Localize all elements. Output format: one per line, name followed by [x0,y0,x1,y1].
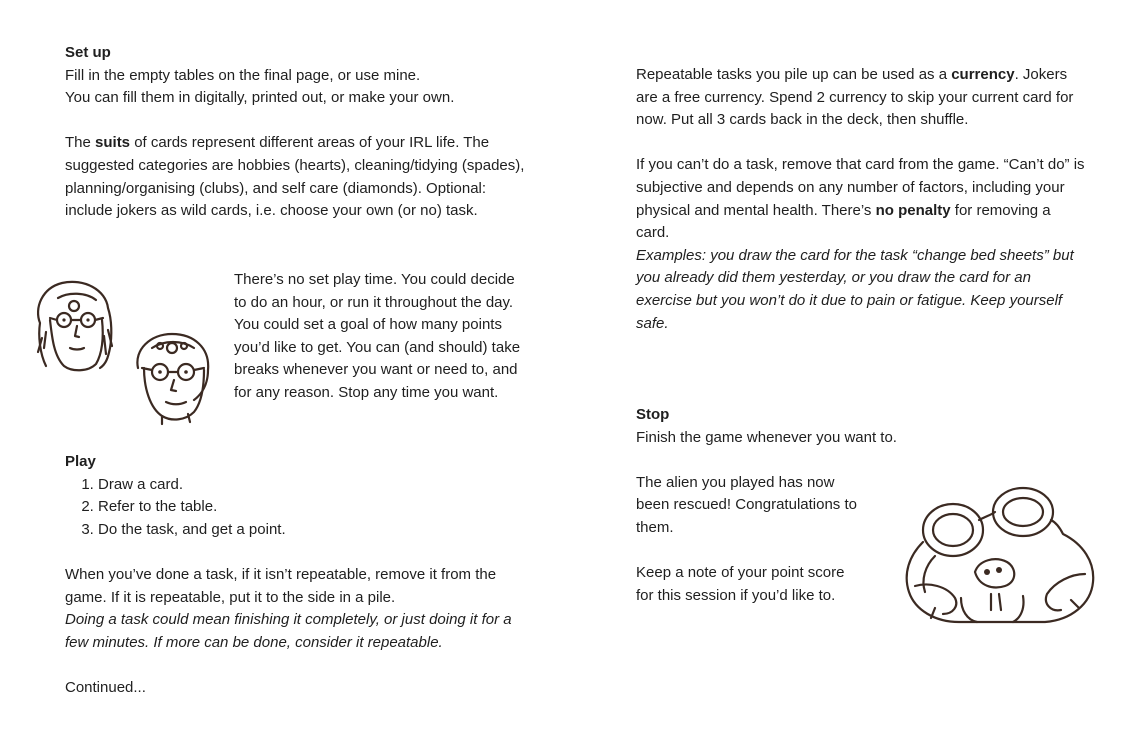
suits-word: suits [95,134,131,152]
continued-text: Continued... [65,678,146,696]
right-column [636,64,1086,604]
suits-paragraph [65,132,525,222]
play-steps [65,474,525,542]
examples-paragraph [636,245,1086,335]
setup-heading: Set up [65,44,111,61]
play-step: 3. Do the task, and get a point. [98,519,525,542]
play-time-paragraph: There’s no set play time. You could decide to do an hour, or run it throughout the day. You could set a goal of how many points you’d like to get. You can (and should) take breaks whenever you want or need to, and for any reason. Stop any time you want. [234,271,521,401]
done-italic [65,609,525,654]
examples-text: Examples: you draw the card for the task “change bed sheets” but you already did them yesterday, or you draw the card for an exercise but you won’t do it due to pain or fatigue. Keep yourself safe. [636,246,1074,332]
stop-heading: Stop [636,406,670,423]
setup-line-2: You can fill them in digitally, printed out, or make your own. [65,89,455,107]
currency-word: currency [951,66,1015,83]
stop-line: Finish the game whenever you want to. [636,428,897,446]
play-step: 1. Draw a card. [98,474,525,497]
currency-pre: Repeatable tasks you pile up can be used as a [636,66,952,83]
faces-illustration [28,278,218,428]
no-penalty-text: no penalty [875,201,951,219]
cant-do-post: for removing a card. [636,201,1051,242]
suits-post: of cards represent different areas of your IRL life. The suggested categories are hobbies (hearts), cleaning/tidying (spades), planning/organising (clubs), and self care (diamonds). Optional: include jokers as wild cards, i.e. choose your own (or no) task. [65,134,525,220]
rescued-paragraph: The alien you played has now been rescued! Congratulations to them. [636,473,857,536]
currency-post: . Jokers are a free currency. Spend 2 currency to skip your current card for now. Put all 3 cards back in the deck, then shuffle. [636,66,1074,129]
done-italic-text: Doing a task could mean finishing it completely, or just doing it for a few minutes. If more can be done, consider it repeatable. [65,611,512,651]
play-heading: Play [65,453,96,470]
score-paragraph: Keep a note of your point score for this session if you’d like to. [636,564,845,604]
setup-line-1: Fill in the empty tables on the final page, or use mine. [65,66,421,84]
suits-pre: The [65,134,96,152]
done-paragraph: When you’ve done a task, if it isn’t repeatable, remove it from the game. If it is repeatable, put it to the side in a pile. [65,565,497,606]
play-section [65,451,525,700]
currency-paragraph [636,64,1086,132]
cant-do-pre: If you can’t do a task, remove that card from the game. “Can’t do” is subjective and depends on any number of factors, including your physical and mental health. There’s [636,156,1085,219]
face-right-drawing [137,334,208,424]
face-left-drawing [38,282,112,370]
cant-do-paragraph [636,154,1086,244]
alien-illustration [895,482,1105,632]
left-column [65,42,525,696]
play-step: 2. Refer to the table. [98,496,525,519]
